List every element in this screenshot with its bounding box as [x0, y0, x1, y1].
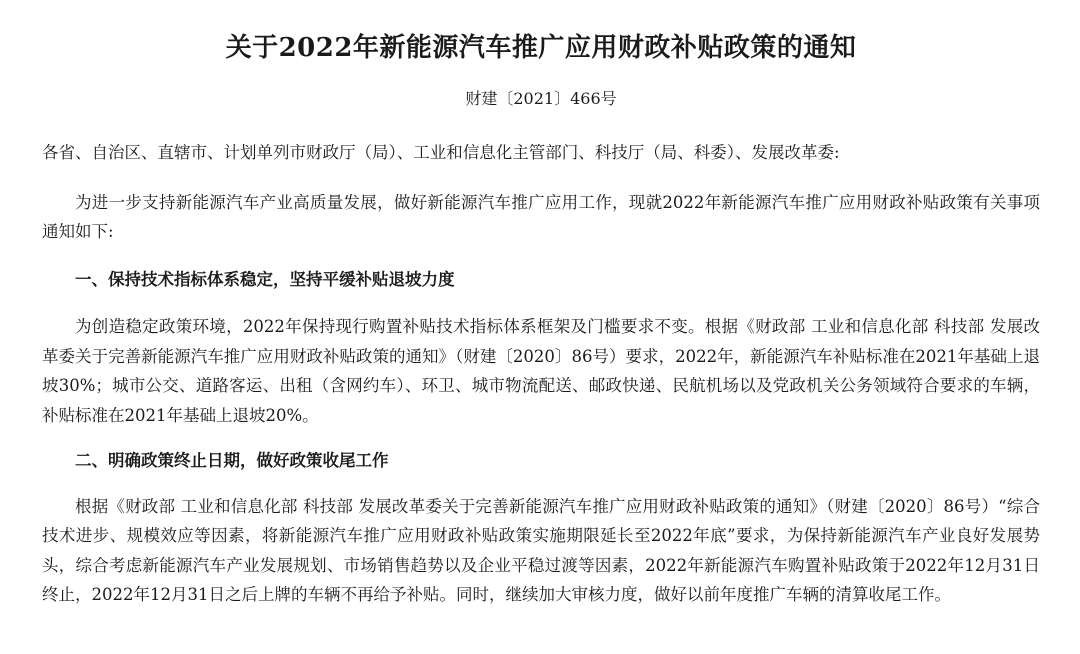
intro-paragraph: 为进一步支持新能源汽车产业高质量发展，做好新能源汽车推广应用工作，现就2022年新能源汽车推广应用财政补贴政策有关事项通知如下:: [42, 192, 1040, 241]
document-title: 关于2022年新能源汽车推广应用财政补贴政策的通知: [225, 33, 857, 63]
addressee-line: 各省、自治区、直辖市、计划单列市财政厅（局）、工业和信息化主管部门、科技厅（局、科委）、发展改革委:: [42, 143, 840, 162]
section-2-heading: 二、明确政策终止日期，做好政策收尾工作: [75, 451, 389, 470]
section-1-heading: 一、保持技术指标体系稳定，坚持平缓补贴退坡力度: [75, 269, 455, 289]
document-number: 财建〔2021〕466号: [465, 89, 617, 108]
section-2-body: 根据《财政部 工业和信息化部 科技部 发展改革委关于完善新能源汽车推广应用财政补贴政策的通知》（财建〔2020〕86号）“综合技术进步、规模效应等因素，将新能源汽车推广应用财政补贴政策实施期限延长至2022年底”要求，为保持新能源汽车产业良好发展势头，综合考虑新能源汽车产业发展规划、市场销售趋势以及企业平稳过渡等因素，2022年新能源汽车购置补贴政策于2022年12月31日终止，2022年12月31日之后上牌的车辆不再给予补贴。同时，继续加大审核力度，做好以前年度推广车辆的清算收尾工作。: [42, 496, 1040, 604]
section-1-body: 为创造稳定政策环境，2022年保持现行购置补贴技术指标体系框架及门槛要求不变。根据《财政部 工业和信息化部 科技部 发展改革委关于完善新能源汽车推广应用财政补贴政策的通知》（财建〔2020〕86号）要求，2022年，新能源汽车补贴标准在2021年基础上退坡30%；城市公交、道路客运、出租（含网约车）、环卫、城市物流配送、邮政快递、民航机场以及党政机关公务领域符合要求的车辆，补贴标准在2021年基础上退坡20%。: [42, 317, 1040, 425]
